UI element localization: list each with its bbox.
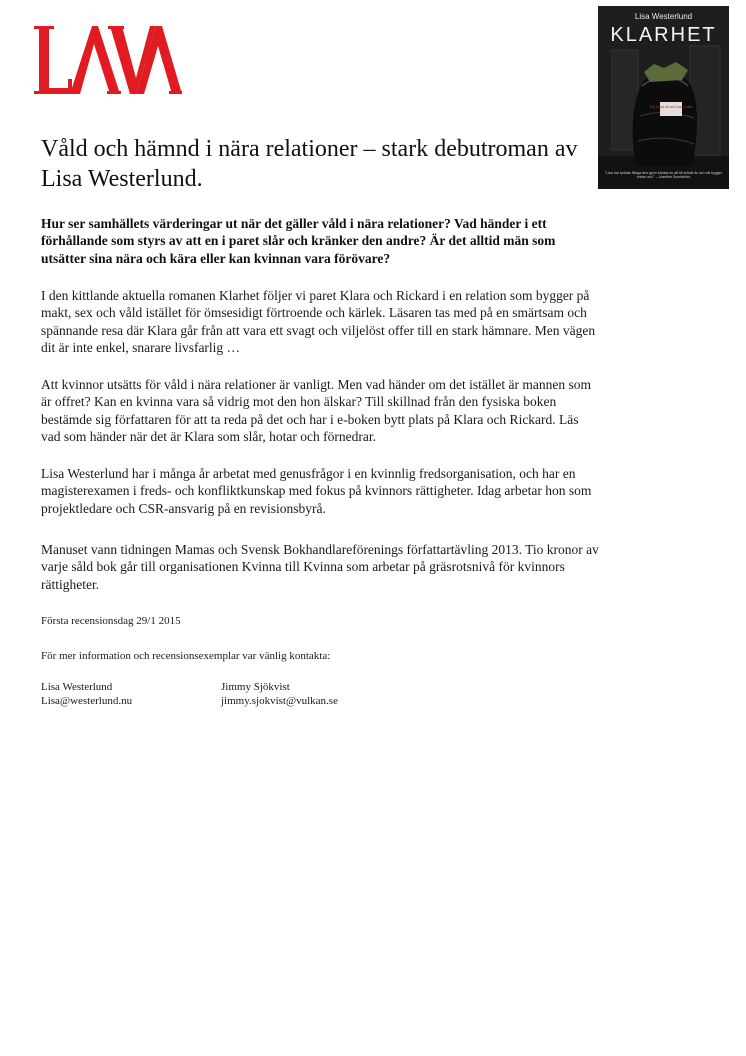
contact-name: Lisa Westerlund xyxy=(41,681,113,693)
cover-sign-text: Tag Klara hit och kast i kaffe xyxy=(649,105,693,109)
contact-email[interactable]: jimmy.sjokvist@vulkan.se xyxy=(221,695,338,707)
body-paragraph: Lisa Westerlund har i många år arbetat med genusfrågor i en kvinnlig fredsorganisation, och har en magisterexamen i freds- och konfliktkunskap med fokus på kvinnors rättigheter. Idag arbetar hon som projektledare och CSR-ansvarig på en revisionsbyrå. xyxy=(41,466,592,516)
lava-logo xyxy=(30,22,182,98)
body-paragraph: Att kvinnor utsätts för våld i nära relationer är vanligt. Men vad händer om det istället är mannen som är offret? Kan en kvinna vara så vidrig mot den hon älskar? Till skillnad från den fysiska boken bestämde sig författaren för att ta reda på det och har i e-boken bytt plats på Klara och Rickard. Läs vad som händer när det är Klara som slår, hotar och förnedrar. xyxy=(41,377,591,444)
headline: Våld och hämnd i nära relationer – stark debutroman av Lisa Westerlund. xyxy=(41,136,578,192)
book-cover xyxy=(598,6,729,189)
cover-author: Lisa Westerlund xyxy=(634,12,693,21)
contact-name: Jimmy Sjökvist xyxy=(221,681,290,693)
cover-title: KLARHET xyxy=(610,24,717,46)
body-paragraph: Manuset vann tidningen Mamas och Svensk Bokhandlareförenings författartävling 2013. Tio kronor av varje såld bok går till organisationen Kvinna till Kvinna som arbetar på gräsrotsnivå för kvinnors rättigheter. xyxy=(41,542,599,592)
review-date: Första recensionsdag 29/1 2015 xyxy=(41,615,181,627)
contact-block xyxy=(221,680,338,708)
lead-paragraph: Hur ser samhällets värderingar ut när det gäller våld i nära relationer? Vad händer i ett förhållande som styrs av att en i paret slår och kränker den andre? Är det alltid män som utsätter sina nära och kära eller kan kvinnan vara förövare? xyxy=(41,216,556,266)
cover-quote: "Lisa har lyckats fånga den grym känsla av att bli kränkt är och väl bygger dricke ord." – Josefine Sundström xyxy=(604,171,723,180)
contact-intro: För mer information och recensionsexemplar var vänlig kontakta: xyxy=(41,650,331,662)
contact-block xyxy=(41,680,132,708)
body-paragraph: I den kittlande aktuella romanen Klarhet följer vi paret Klara och Rickard i en relation som bygger på makt, sex och våld istället för ömsesidigt förtroende och kärlek. Läsaren tas med på en smärtsam och spännande resa där Klara går från att vara ett svagt och viljelöst offer till en stark hämnare. Men vägen dit är inte enkel, snarare livsfarlig … xyxy=(41,288,596,355)
contact-email[interactable]: Lisa@westerlund.nu xyxy=(41,695,133,707)
